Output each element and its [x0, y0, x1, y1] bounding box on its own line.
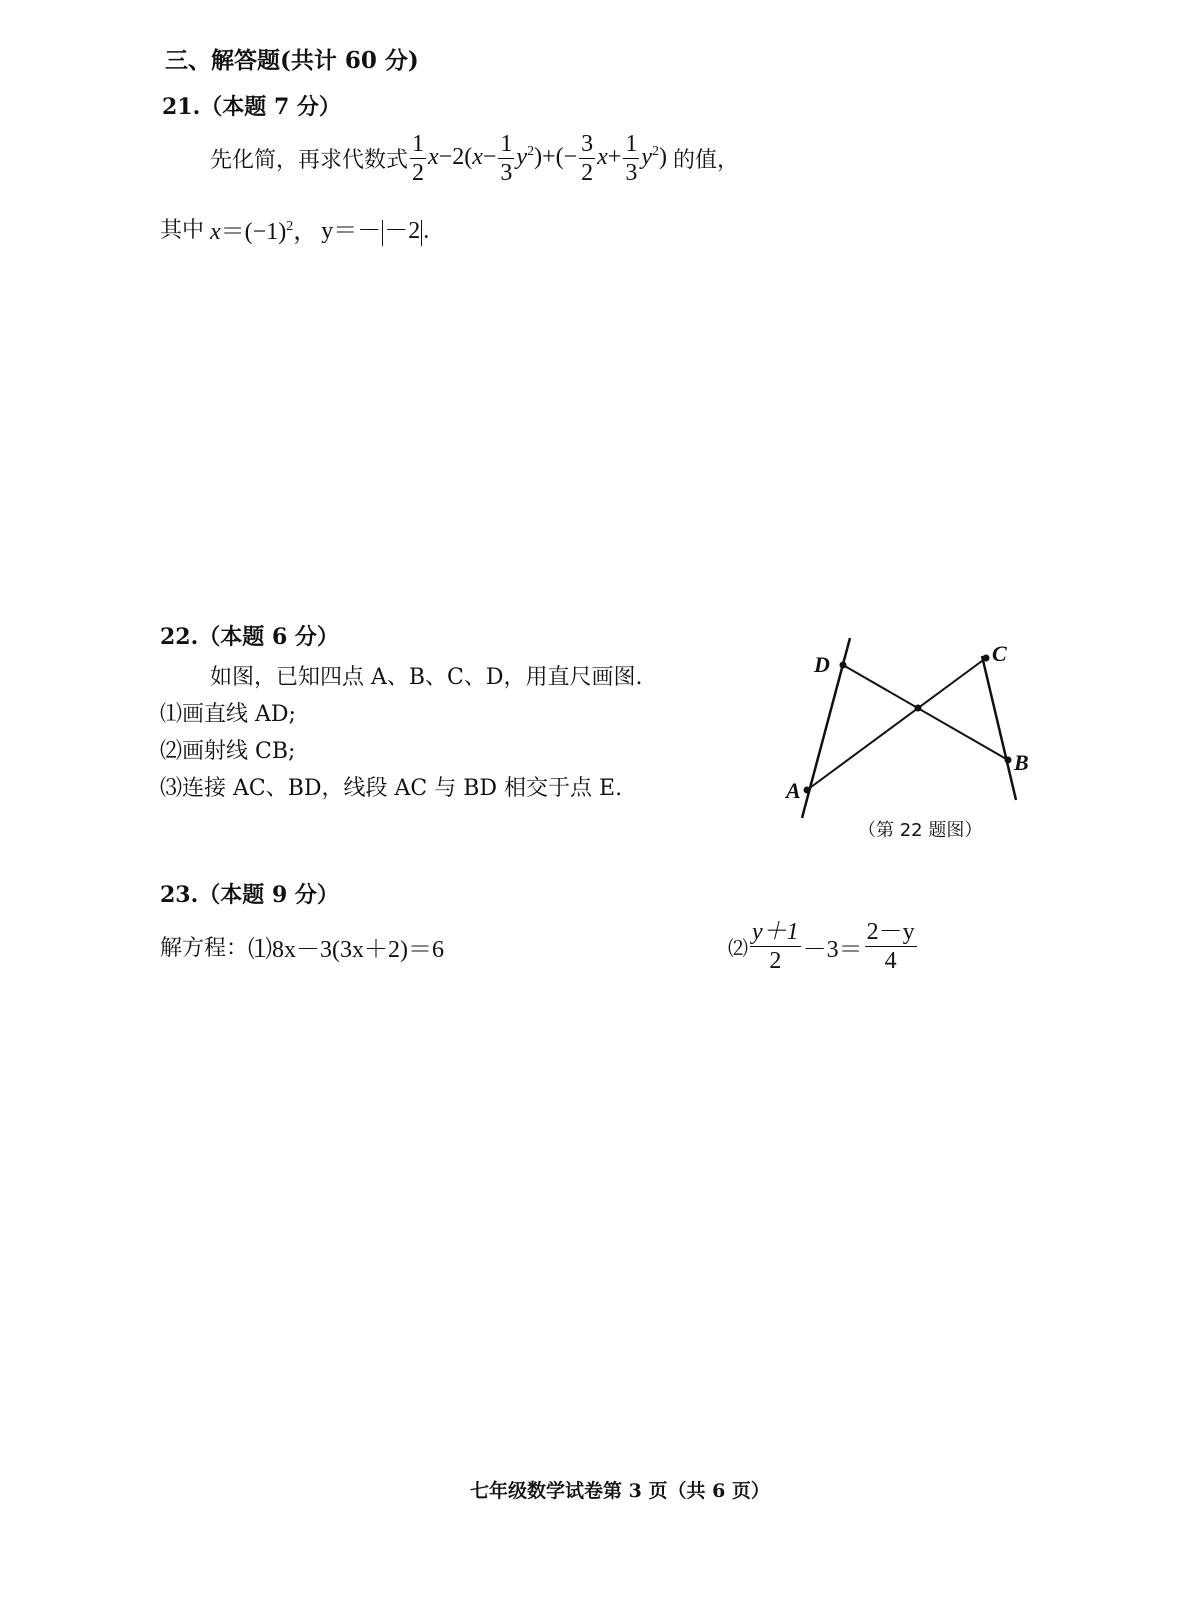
q21-points: （本题 7 分） — [200, 94, 341, 120]
label-b: B — [1014, 750, 1029, 775]
q23-header — [160, 878, 339, 909]
q23-number: 23. — [160, 882, 199, 908]
page-footer: 七年级数学试卷第 3 页（共 6 页） — [470, 1480, 770, 1502]
q21-expression: $\frac{1}{2}$ x−2(x− $\frac{1}{3}$ $y^2)+(-$ $\frac{3}{2}$ x+ $\frac{1}{3}$ $y^2$) — [412, 130, 667, 186]
point-d — [840, 662, 847, 669]
frac-one-third: $\frac{1}{3}$ — [500, 130, 513, 186]
q23-eq1: 8x－3(3x＋2)＝6 — [272, 936, 444, 963]
q23-eq2-left-fraction: $\frac{y+1}{2}$ — [752, 918, 799, 974]
point-a — [804, 787, 811, 794]
q21-y-definition: y＝－ －2 . — [321, 218, 430, 245]
q23-equation-1 — [160, 926, 444, 966]
q23-eq2-right-fraction: $\frac{2-y}{4}$ — [866, 918, 915, 974]
q22-intro: 如图，已知四点 A、B、C、D，用直尺画图. — [210, 665, 643, 690]
segment-cb — [982, 656, 1016, 800]
q22-figure — [770, 630, 1060, 830]
q23-equation-2 — [728, 910, 919, 982]
segment-ac — [807, 658, 986, 790]
q23-eq2-middle: －3＝ — [802, 936, 863, 963]
q22-figure-caption: （第 22 题图） — [858, 820, 983, 841]
q21-tail: 的值， — [672, 147, 739, 173]
frac-three-halves: $\frac{3}{2}$ — [581, 130, 594, 186]
q22-item-2: ⑵画射线 CB; — [160, 739, 296, 764]
point-e — [915, 705, 922, 712]
q22-points: （本题 6 分） — [198, 624, 339, 650]
q23-prompt: 解方程： — [160, 935, 249, 961]
q21-condition-line — [160, 210, 429, 246]
label-d: D — [814, 652, 830, 677]
q21-number: 21. — [162, 94, 201, 120]
q21-condition-prefix: 其中 — [160, 217, 205, 243]
q21-lead: 先化简，再求代数式 — [210, 147, 409, 173]
point-c — [983, 655, 990, 662]
q21-expression-line — [210, 126, 739, 190]
q21-header — [162, 90, 341, 121]
q22-item-1: ⑴画直线 AD; — [160, 702, 296, 727]
label-a: A — [786, 778, 801, 803]
q23-eq1-label: ⑴ — [248, 936, 273, 963]
frac-one-third-2: $\frac{1}{3}$ — [625, 130, 638, 186]
frac-one-half: $\frac{1}{2}$ — [412, 130, 425, 186]
point-b — [1005, 757, 1012, 764]
q22-number: 22. — [160, 624, 199, 650]
label-c: C — [992, 641, 1007, 666]
q23-eq2-label: ⑵ — [728, 937, 748, 960]
q23-points: （本题 9 分） — [198, 882, 339, 908]
q22-header — [160, 620, 339, 651]
q21-x-definition: $x=(-1)^2$， — [210, 218, 318, 245]
q22-item-3: ⑶连接 AC、BD，线段 AC 与 BD 相交于点 E. — [160, 776, 623, 801]
section-title: 三、解答题(共计 60 分) — [165, 47, 419, 74]
